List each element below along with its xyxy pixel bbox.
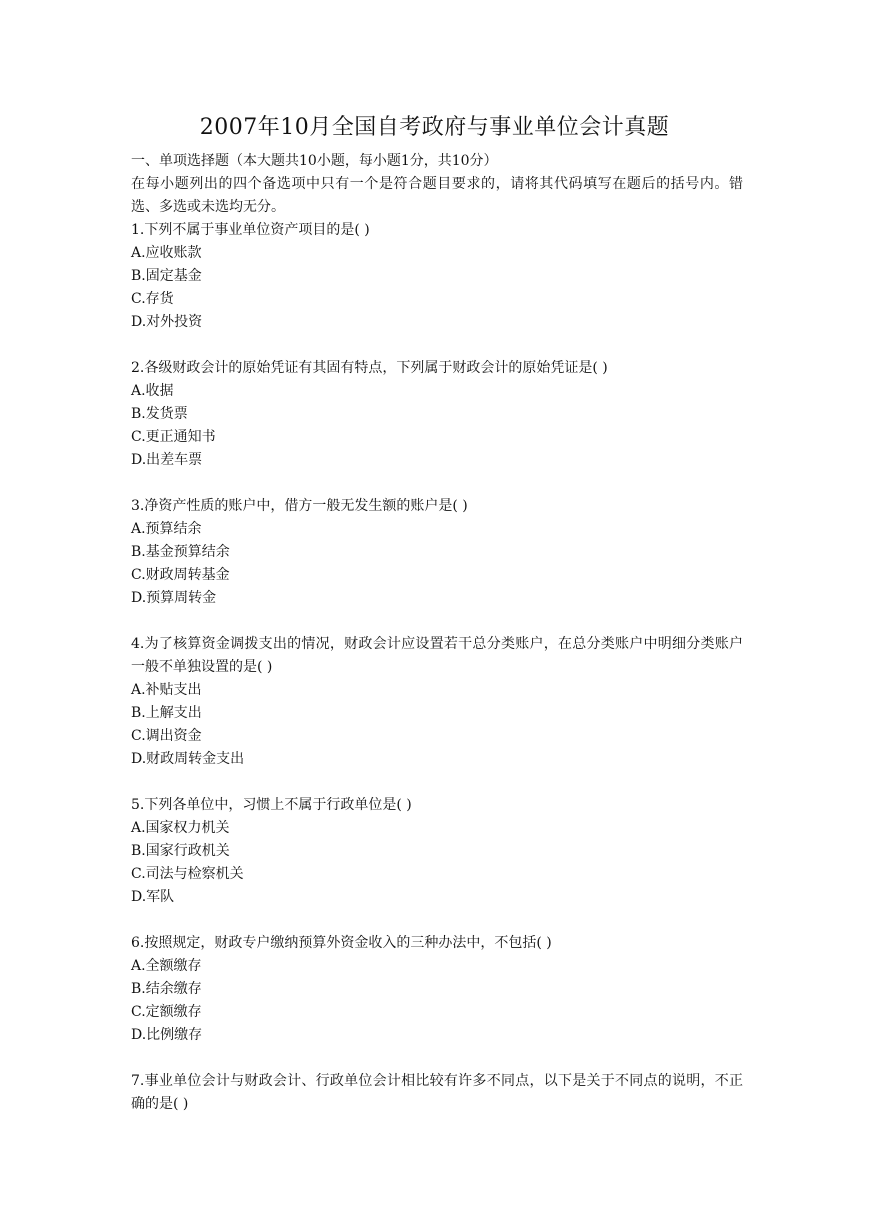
option-c: C.存货 — [131, 291, 174, 307]
option-d: D.军队 — [131, 889, 175, 905]
option-a: A.国家权力机关 — [131, 820, 230, 836]
option-a: A.全额缴存 — [131, 958, 202, 974]
question-text: 4.为了核算资金调拨支出的情况，财政会计应设置若干总分类账户，在总分类账户中明细分类账户一般不单独设置的是( ) — [131, 636, 743, 675]
question-text: 7.事业单位会计与财政会计、行政单位会计相比较有许多不同点，以下是关于不同点的说明，不正确的是( ) — [131, 1073, 743, 1112]
question-text: 6.按照规定，财政专户缴纳预算外资金收入的三种办法中，不包括( ) — [131, 935, 552, 951]
question-text: 5.下列各单位中，习惯上不属于行政单位是( ) — [131, 797, 412, 813]
option-a: A.应收账款 — [131, 245, 202, 261]
option-b: B.发货票 — [131, 406, 188, 422]
option-d: D.比例缴存 — [131, 1027, 203, 1043]
option-d: D.财政周转金支出 — [131, 751, 245, 767]
option-a: A.预算结余 — [131, 521, 202, 537]
question-4 — [131, 633, 743, 771]
option-c: C.更正通知书 — [131, 429, 216, 445]
option-a: A.收据 — [131, 383, 174, 399]
option-d: D.预算周转金 — [131, 590, 217, 606]
instructions-text: 在每小题列出的四个备选项中只有一个是符合题目要求的，请将其代码填写在题后的括号内。错选、多选或未选均无分。 — [131, 176, 743, 215]
option-d: D.出差车票 — [131, 452, 203, 468]
document-body — [131, 150, 743, 1139]
question-5 — [131, 794, 743, 909]
question-1 — [131, 219, 743, 334]
option-b: B.国家行政机关 — [131, 843, 230, 859]
option-b: B.上解支出 — [131, 705, 202, 721]
option-d: D.对外投资 — [131, 314, 203, 330]
option-c: C.财政周转基金 — [131, 567, 230, 583]
question-7 — [131, 1070, 743, 1116]
question-text: 2.各级财政会计的原始凭证有其固有特点，下列属于财政会计的原始凭证是( ) — [131, 360, 608, 376]
section-heading: 一、单项选择题（本大题共10小题，每小题1分，共10分） — [131, 153, 498, 169]
question-text: 1.下列不属于事业单位资产项目的是( ) — [131, 222, 370, 238]
option-c: C.调出资金 — [131, 728, 202, 744]
option-b: B.结余缴存 — [131, 981, 202, 997]
option-b: B.基金预算结余 — [131, 544, 230, 560]
option-c: C.司法与检察机关 — [131, 866, 244, 882]
option-b: B.固定基金 — [131, 268, 202, 284]
question-3 — [131, 495, 743, 610]
option-a: A.补贴支出 — [131, 682, 202, 698]
document-title: 2007年10月全国自考政府与事业单位会计真题 — [199, 115, 670, 140]
question-2 — [131, 357, 743, 472]
question-text: 3.净资产性质的账户中，借方一般无发生额的账户是( ) — [131, 498, 468, 514]
option-c: C.定额缴存 — [131, 1004, 202, 1020]
question-6 — [131, 932, 743, 1047]
